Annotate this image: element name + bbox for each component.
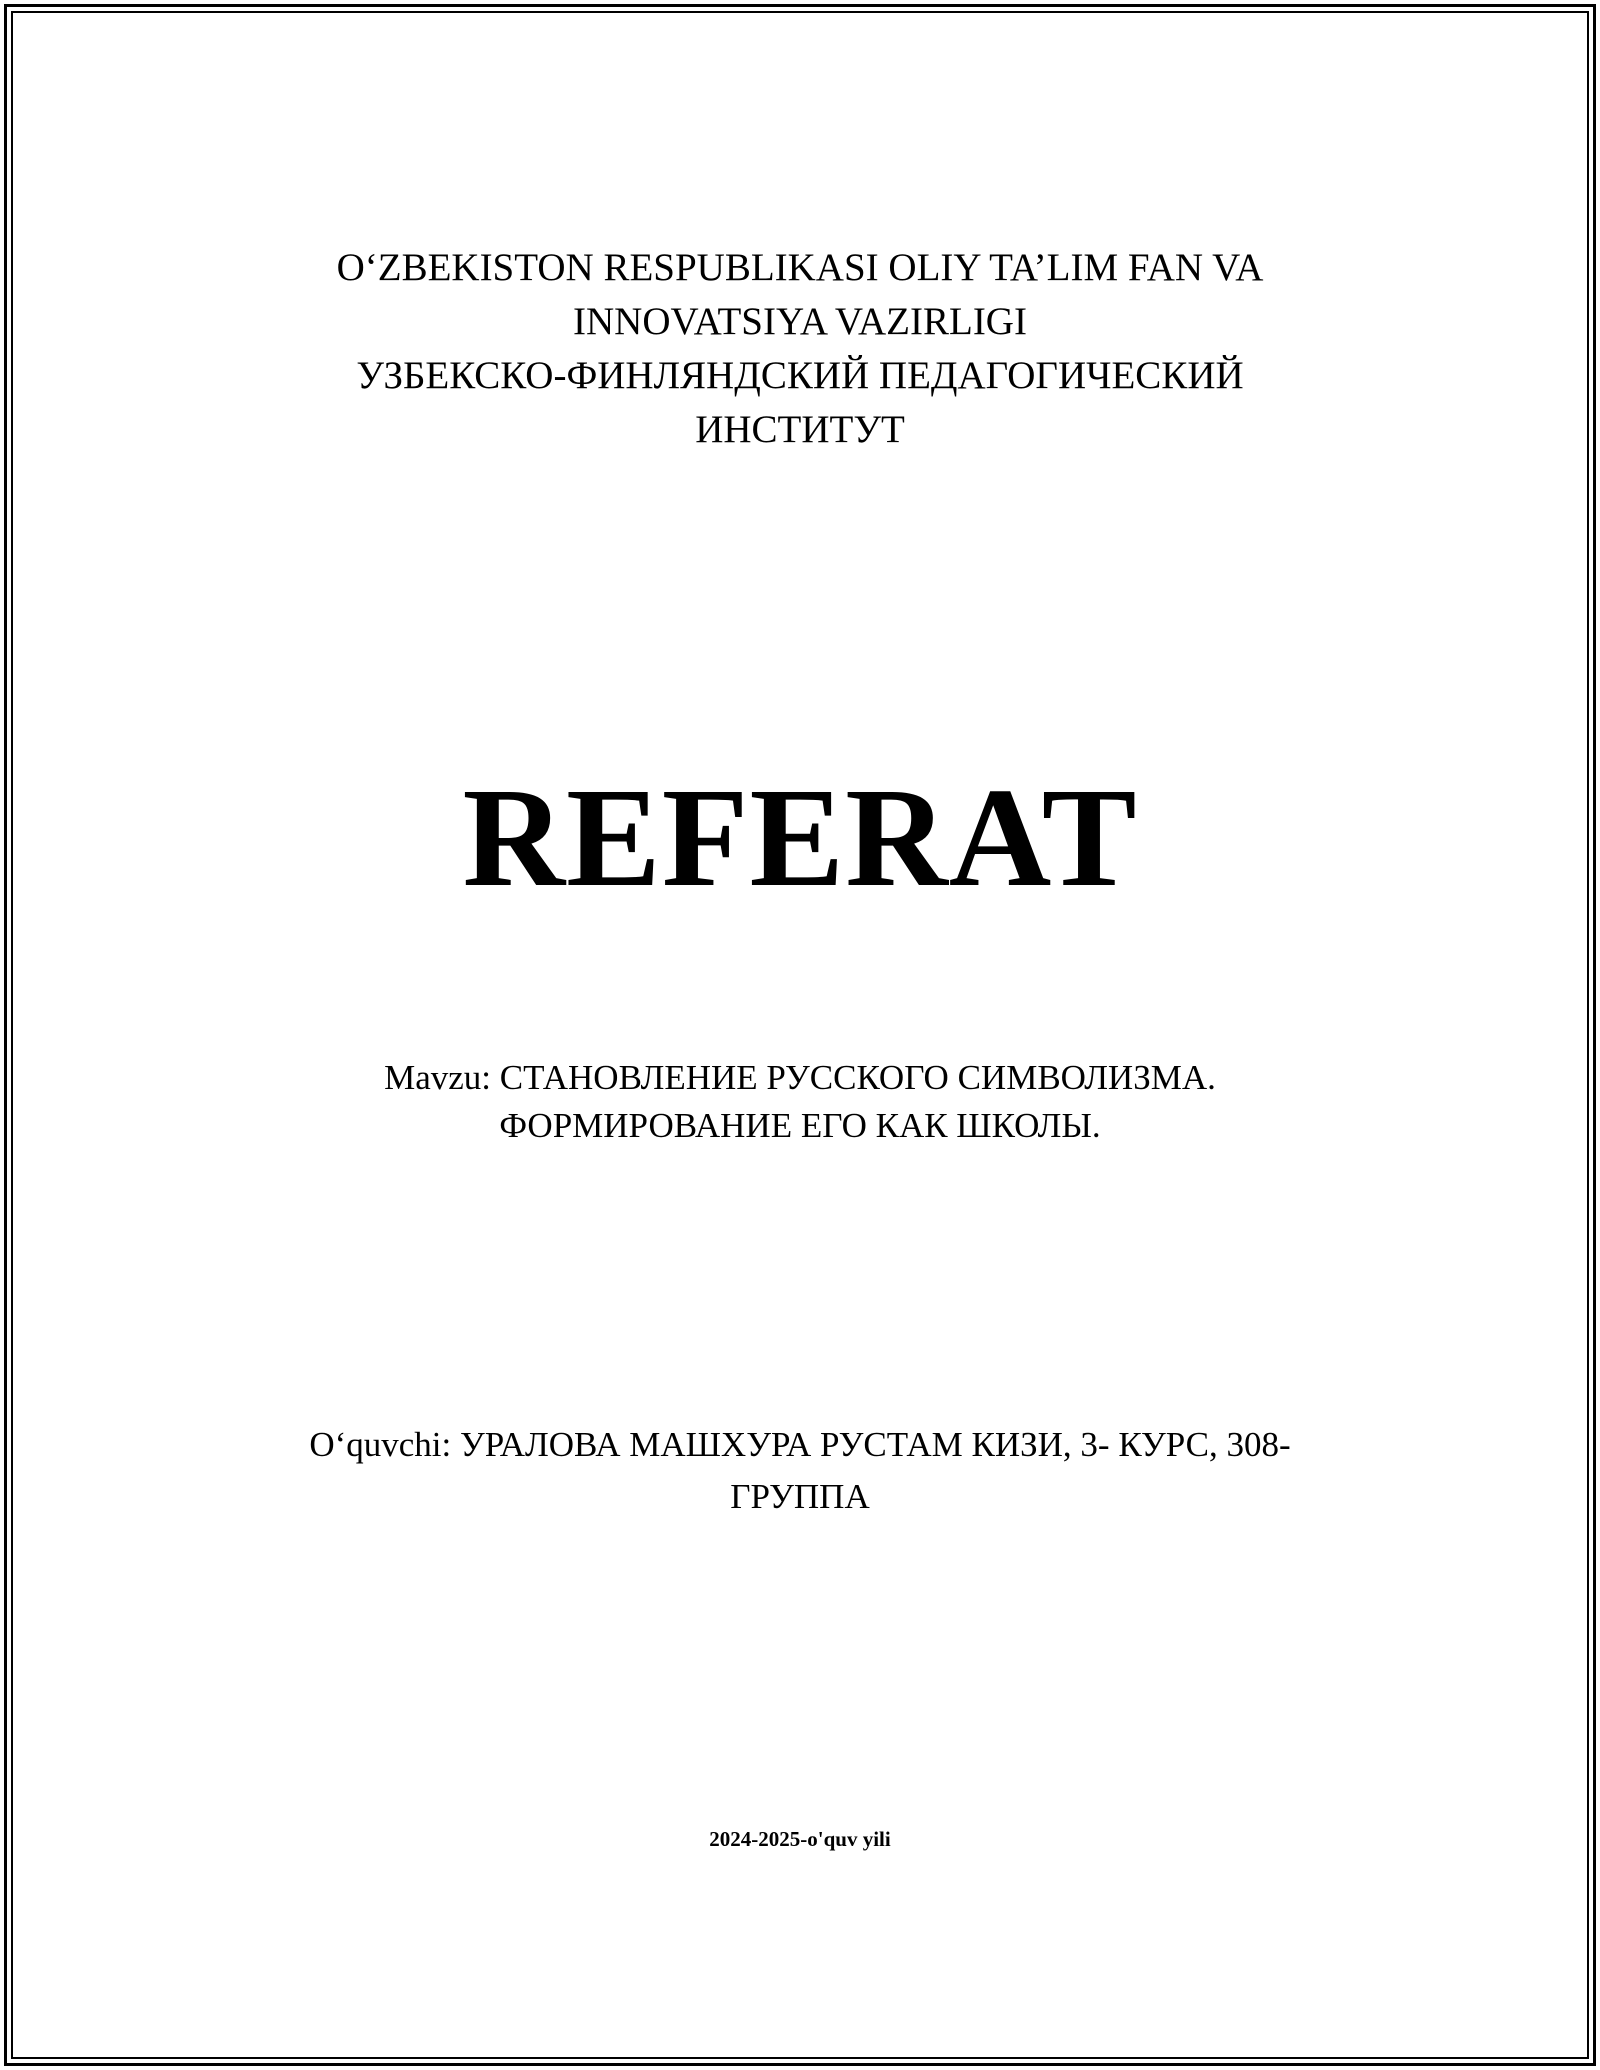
institution-header <box>0 241 1600 457</box>
student-line-1: O‘quvchi: УРАЛОВА МАШХУРА РУСТАМ КИЗИ, 3- КУРС, 308- <box>309 1425 1291 1464</box>
topic-section <box>0 1054 1600 1150</box>
student-line-2: ГРУППА <box>730 1477 870 1516</box>
header-line-ministry-1: O‘ZBEKISTON RESPUBLIKASI OLIY TA’LIM FAN VA <box>336 246 1264 289</box>
topic-line-1: Mavzu: СТАНОВЛЕНИЕ РУССКОГО СИМВОЛИЗМА. <box>384 1058 1216 1097</box>
document-title: REFERAT <box>462 758 1138 916</box>
student-section <box>0 1419 1600 1523</box>
topic-line-2: ФОРМИРОВАНИЕ ЕГО КАК ШКОЛЫ. <box>499 1106 1101 1145</box>
header-line-ministry-2: INNOVATSIYA VAZIRLIGI <box>573 300 1027 343</box>
header-line-institute-1: УЗБЕКСКО-ФИНЛЯНДСКИЙ ПЕДАГОГИЧЕСКИЙ <box>356 354 1244 397</box>
academic-year: 2024-2025-o'quv yili <box>709 1827 891 1851</box>
header-line-institute-2: ИНСТИТУТ <box>695 408 905 451</box>
